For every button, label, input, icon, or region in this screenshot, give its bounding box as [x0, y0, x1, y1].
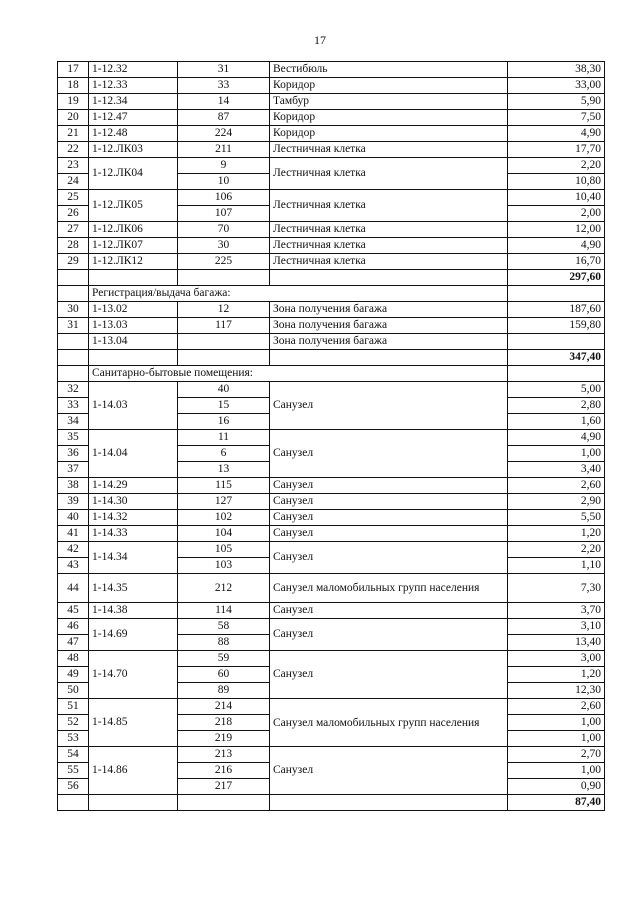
empty-cell [58, 270, 89, 286]
room-name-cell: Зона получения багажа [270, 302, 508, 318]
room-name-cell: Санузел маломобильных групп населения [270, 574, 508, 603]
room-number-cell: 11 [178, 430, 270, 446]
room-number-cell: 225 [178, 254, 270, 270]
area-cell: 3,70 [508, 603, 605, 619]
rooms-table-body [58, 62, 605, 811]
row-number-cell: 44 [58, 574, 89, 603]
row-number-cell: 49 [58, 667, 89, 683]
table-row [58, 126, 605, 142]
row-number-cell: 50 [58, 683, 89, 699]
room-number-cell: 6 [178, 446, 270, 462]
row-number-cell: 26 [58, 206, 89, 222]
area-cell: 2,80 [508, 398, 605, 414]
row-number-cell: 51 [58, 699, 89, 715]
table-row [58, 699, 605, 715]
room-number-cell: 104 [178, 526, 270, 542]
room-number-cell: 33 [178, 78, 270, 94]
room-code-cell: 1-14.04 [89, 430, 178, 478]
area-cell: 10,40 [508, 190, 605, 206]
room-number-cell: 105 [178, 542, 270, 558]
section-label-cell: Санитарно-бытовые помещения: [89, 366, 508, 382]
area-cell [508, 334, 605, 350]
room-code-cell: 1-14.85 [89, 699, 178, 747]
row-number-cell: 42 [58, 542, 89, 558]
table-row [58, 747, 605, 763]
row-number-cell: 32 [58, 382, 89, 398]
room-name-cell: Зона получения багажа [270, 334, 508, 350]
room-code-cell: 1-14.69 [89, 619, 178, 651]
table-row [58, 318, 605, 334]
row-number-cell: 52 [58, 715, 89, 731]
room-code-cell: 1-13.02 [89, 302, 178, 318]
room-code-cell: 1-13.04 [89, 334, 178, 350]
table-row [58, 510, 605, 526]
room-name-cell: Лестничная клетка [270, 222, 508, 238]
room-number-cell: 217 [178, 779, 270, 795]
room-number-cell: 59 [178, 651, 270, 667]
row-number-cell: 53 [58, 731, 89, 747]
room-number-cell: 114 [178, 603, 270, 619]
room-number-cell: 16 [178, 414, 270, 430]
room-number-cell: 127 [178, 494, 270, 510]
room-name-cell: Санузел [270, 651, 508, 699]
area-cell: 1,60 [508, 414, 605, 430]
table-row [58, 142, 605, 158]
table-row [58, 478, 605, 494]
room-number-cell: 106 [178, 190, 270, 206]
area-cell: 17,70 [508, 142, 605, 158]
room-code-cell: 1-12.ЛК03 [89, 142, 178, 158]
row-number-cell: 22 [58, 142, 89, 158]
room-number-cell: 14 [178, 94, 270, 110]
room-number-cell: 31 [178, 62, 270, 78]
empty-cell [270, 270, 508, 286]
area-cell: 7,30 [508, 574, 605, 603]
room-code-cell: 1-12.ЛК07 [89, 238, 178, 254]
row-number-cell: 38 [58, 478, 89, 494]
row-number-cell [58, 334, 89, 350]
area-cell: 187,60 [508, 302, 605, 318]
area-cell: 1,00 [508, 446, 605, 462]
room-number-cell: 103 [178, 558, 270, 574]
row-number-cell: 46 [58, 619, 89, 635]
room-name-cell: Санузел [270, 478, 508, 494]
area-cell: 3,40 [508, 462, 605, 478]
row-number-cell: 55 [58, 763, 89, 779]
row-number-cell: 37 [58, 462, 89, 478]
area-cell: 12,30 [508, 683, 605, 699]
subtotal-cell: 347,40 [508, 350, 605, 366]
subtotal-row [58, 350, 605, 366]
room-number-cell: 213 [178, 747, 270, 763]
empty-cell [270, 350, 508, 366]
room-code-cell: 1-14.33 [89, 526, 178, 542]
subtotal-row [58, 795, 605, 811]
room-name-cell: Коридор [270, 110, 508, 126]
row-number-cell: 33 [58, 398, 89, 414]
area-cell: 12,00 [508, 222, 605, 238]
row-number-cell: 27 [58, 222, 89, 238]
room-name-cell: Коридор [270, 78, 508, 94]
room-code-cell: 1-14.30 [89, 494, 178, 510]
row-number-cell: 20 [58, 110, 89, 126]
row-number-cell: 45 [58, 603, 89, 619]
row-number-cell: 23 [58, 158, 89, 174]
empty-cell [508, 366, 605, 382]
empty-cell [89, 795, 178, 811]
area-cell: 0,90 [508, 779, 605, 795]
table-row [58, 78, 605, 94]
room-code-cell: 1-12.ЛК05 [89, 190, 178, 222]
room-name-cell: Санузел маломобильных групп населения [270, 699, 508, 747]
table-row [58, 222, 605, 238]
area-cell: 5,00 [508, 382, 605, 398]
room-code-cell: 1-12.33 [89, 78, 178, 94]
table-row [58, 619, 605, 635]
table-row [58, 430, 605, 446]
area-cell: 3,00 [508, 651, 605, 667]
row-number-cell: 39 [58, 494, 89, 510]
table-row [58, 110, 605, 126]
table-row [58, 574, 605, 603]
area-cell: 10,80 [508, 174, 605, 190]
room-number-cell: 40 [178, 382, 270, 398]
table-row [58, 158, 605, 174]
room-name-cell: Санузел [270, 510, 508, 526]
room-name-cell: Лестничная клетка [270, 238, 508, 254]
subtotal-row [58, 270, 605, 286]
room-number-cell: 87 [178, 110, 270, 126]
room-name-cell: Санузел [270, 382, 508, 430]
room-number-cell: 212 [178, 574, 270, 603]
room-code-cell: 1-12.ЛК06 [89, 222, 178, 238]
row-number-cell: 19 [58, 94, 89, 110]
area-cell: 1,00 [508, 715, 605, 731]
room-name-cell: Санузел [270, 494, 508, 510]
row-number-cell: 36 [58, 446, 89, 462]
area-cell: 2,60 [508, 478, 605, 494]
room-code-cell: 1-12.48 [89, 126, 178, 142]
table-row [58, 254, 605, 270]
room-name-cell: Санузел [270, 619, 508, 651]
table-row [58, 94, 605, 110]
room-name-cell: Санузел [270, 747, 508, 795]
row-number-cell: 40 [58, 510, 89, 526]
row-number-cell: 28 [58, 238, 89, 254]
row-number-cell: 43 [58, 558, 89, 574]
room-name-cell: Лестничная клетка [270, 142, 508, 158]
room-code-cell: 1-13.03 [89, 318, 178, 334]
page-number: 17 [314, 33, 326, 47]
row-number-cell: 31 [58, 318, 89, 334]
room-number-cell: 216 [178, 763, 270, 779]
subtotal-cell: 297,60 [508, 270, 605, 286]
room-name-cell: Лестничная клетка [270, 254, 508, 270]
room-name-cell: Санузел [270, 542, 508, 574]
section-header-row [58, 366, 605, 382]
area-cell: 4,90 [508, 126, 605, 142]
table-row [58, 651, 605, 667]
room-code-cell: 1-14.29 [89, 478, 178, 494]
empty-cell [178, 795, 270, 811]
area-cell: 2,20 [508, 158, 605, 174]
section-header-row [58, 286, 605, 302]
room-code-cell: 1-12.32 [89, 62, 178, 78]
row-number-cell: 54 [58, 747, 89, 763]
room-number-cell: 89 [178, 683, 270, 699]
area-cell: 2,60 [508, 699, 605, 715]
room-number-cell: 12 [178, 302, 270, 318]
table-row [58, 526, 605, 542]
room-number-cell: 88 [178, 635, 270, 651]
table-row [58, 190, 605, 206]
room-code-cell: 1-14.03 [89, 382, 178, 430]
row-number-cell: 24 [58, 174, 89, 190]
room-name-cell: Санузел [270, 526, 508, 542]
rooms-table [57, 61, 605, 811]
area-cell: 1,00 [508, 763, 605, 779]
area-cell: 5,50 [508, 510, 605, 526]
room-number-cell: 102 [178, 510, 270, 526]
area-cell: 2,90 [508, 494, 605, 510]
table-row [58, 334, 605, 350]
table-row [58, 302, 605, 318]
row-number-cell: 18 [58, 78, 89, 94]
empty-cell [89, 350, 178, 366]
room-number-cell: 107 [178, 206, 270, 222]
area-cell: 7,50 [508, 110, 605, 126]
room-number-cell: 224 [178, 126, 270, 142]
empty-cell [89, 270, 178, 286]
area-cell: 1,00 [508, 731, 605, 747]
room-code-cell: 1-14.34 [89, 542, 178, 574]
room-name-cell: Лестничная клетка [270, 190, 508, 222]
room-number-cell: 219 [178, 731, 270, 747]
empty-cell [58, 795, 89, 811]
area-cell: 2,70 [508, 747, 605, 763]
room-number-cell: 15 [178, 398, 270, 414]
table-row [58, 603, 605, 619]
room-name-cell: Зона получения багажа [270, 318, 508, 334]
area-cell: 1,20 [508, 526, 605, 542]
room-code-cell: 1-14.86 [89, 747, 178, 795]
room-code-cell: 1-14.35 [89, 574, 178, 603]
subtotal-cell: 87,40 [508, 795, 605, 811]
empty-cell [178, 350, 270, 366]
area-cell: 13,40 [508, 635, 605, 651]
room-number-cell: 10 [178, 174, 270, 190]
empty-cell [58, 286, 89, 302]
area-cell: 2,20 [508, 542, 605, 558]
room-code-cell: 1-12.47 [89, 110, 178, 126]
room-number-cell [178, 334, 270, 350]
table-row [58, 62, 605, 78]
area-cell: 159,80 [508, 318, 605, 334]
room-code-cell: 1-12.ЛК12 [89, 254, 178, 270]
room-name-cell: Коридор [270, 126, 508, 142]
room-code-cell: 1-12.34 [89, 94, 178, 110]
area-cell: 1,10 [508, 558, 605, 574]
empty-cell [508, 286, 605, 302]
row-number-cell: 34 [58, 414, 89, 430]
row-number-cell: 56 [58, 779, 89, 795]
area-cell: 33,00 [508, 78, 605, 94]
room-name-cell: Лестничная клетка [270, 158, 508, 190]
row-number-cell: 25 [58, 190, 89, 206]
row-number-cell: 47 [58, 635, 89, 651]
area-cell: 4,90 [508, 430, 605, 446]
area-cell: 1,20 [508, 667, 605, 683]
empty-cell [58, 366, 89, 382]
area-cell: 38,30 [508, 62, 605, 78]
room-number-cell: 9 [178, 158, 270, 174]
room-number-cell: 60 [178, 667, 270, 683]
room-name-cell: Санузел [270, 430, 508, 478]
row-number-cell: 30 [58, 302, 89, 318]
room-number-cell: 70 [178, 222, 270, 238]
row-number-cell: 29 [58, 254, 89, 270]
area-cell: 3,10 [508, 619, 605, 635]
table-row [58, 542, 605, 558]
room-number-cell: 30 [178, 238, 270, 254]
room-code-cell: 1-14.38 [89, 603, 178, 619]
room-number-cell: 117 [178, 318, 270, 334]
area-cell: 5,90 [508, 94, 605, 110]
area-cell: 16,70 [508, 254, 605, 270]
area-cell: 2,00 [508, 206, 605, 222]
row-number-cell: 35 [58, 430, 89, 446]
room-name-cell: Санузел [270, 603, 508, 619]
room-name-cell: Тамбур [270, 94, 508, 110]
room-number-cell: 214 [178, 699, 270, 715]
row-number-cell: 41 [58, 526, 89, 542]
room-number-cell: 211 [178, 142, 270, 158]
room-code-cell: 1-12.ЛК04 [89, 158, 178, 190]
room-name-cell: Вестибюль [270, 62, 508, 78]
row-number-cell: 48 [58, 651, 89, 667]
table-row [58, 494, 605, 510]
row-number-cell: 21 [58, 126, 89, 142]
room-code-cell: 1-14.32 [89, 510, 178, 526]
table-row [58, 238, 605, 254]
room-number-cell: 115 [178, 478, 270, 494]
room-code-cell: 1-14.70 [89, 651, 178, 699]
empty-cell [58, 350, 89, 366]
section-label-cell: Регистрация/выдача багажа: [89, 286, 508, 302]
empty-cell [178, 270, 270, 286]
room-number-cell: 58 [178, 619, 270, 635]
room-number-cell: 218 [178, 715, 270, 731]
room-number-cell: 13 [178, 462, 270, 478]
area-cell: 4,90 [508, 238, 605, 254]
empty-cell [270, 795, 508, 811]
row-number-cell: 17 [58, 62, 89, 78]
table-row [58, 382, 605, 398]
